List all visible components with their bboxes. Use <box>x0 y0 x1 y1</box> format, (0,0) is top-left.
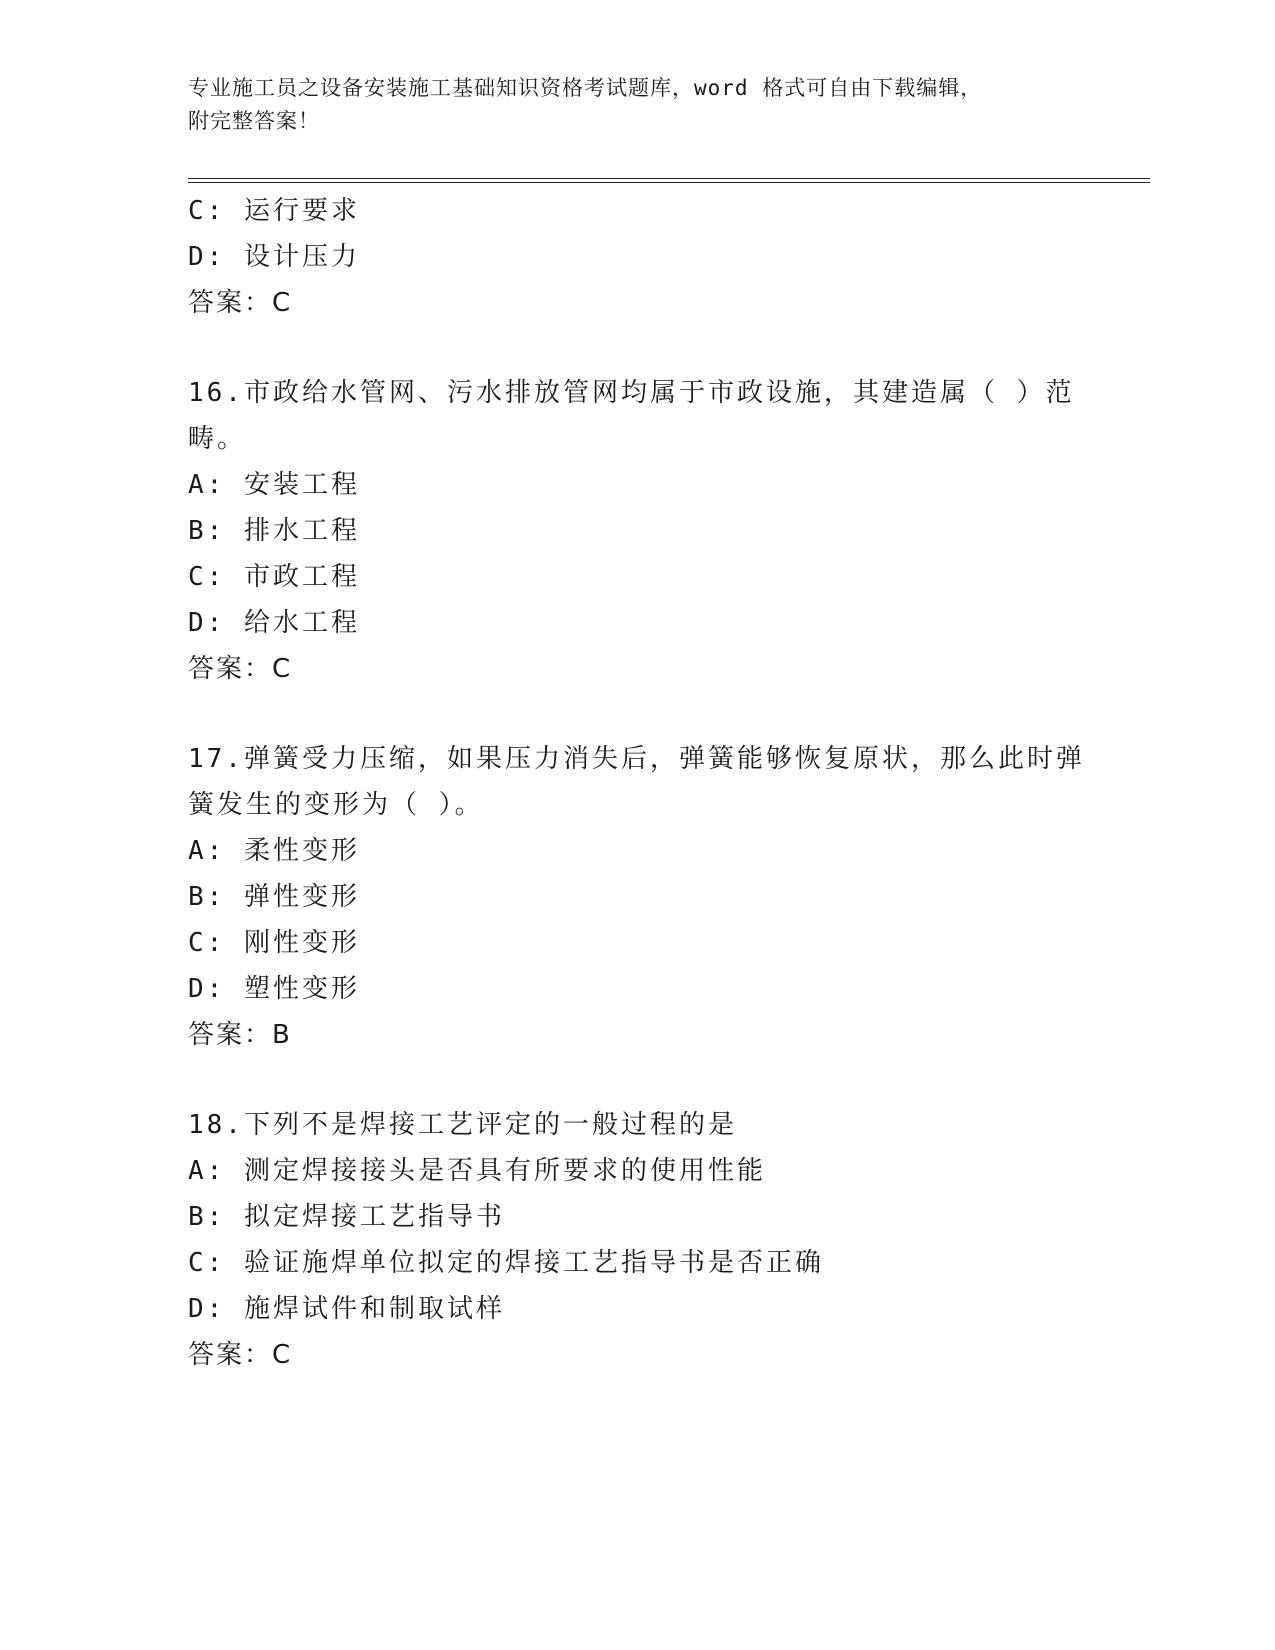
option-c: C: 市政工程 <box>188 562 360 592</box>
question-block-15 <box>188 188 1088 326</box>
question-text-line-1: 16.市政给水管网、污水排放管网均属于市政设施，其建造属（ ）范 <box>188 378 1075 408</box>
spacer <box>188 326 1088 370</box>
option-a: A: 柔性变形 <box>188 836 360 866</box>
answer-line: 答案：C <box>188 654 293 684</box>
answer-line: 答案：C <box>188 1340 293 1370</box>
spacer <box>188 692 1088 736</box>
option-d: D: 塑性变形 <box>188 974 360 1004</box>
header-line-1: 专业施工员之设备安装施工基础知识资格考试题库，word 格式可自由下载编辑， <box>188 76 983 100</box>
header-line-2: 附完整答案！ <box>188 109 320 133</box>
header-divider <box>188 178 1150 183</box>
question-block-18 <box>188 1102 1088 1378</box>
answer-line: 答案：C <box>188 288 293 318</box>
option-b: B: 弹性变形 <box>188 882 360 912</box>
option-c: C: 刚性变形 <box>188 928 360 958</box>
option-c: C: 运行要求 <box>188 196 360 226</box>
option-d: D: 设计压力 <box>188 242 360 272</box>
page-header <box>188 72 1088 138</box>
question-block-16 <box>188 370 1088 692</box>
option-c: C: 验证施焊单位拟定的焊接工艺指导书是否正确 <box>188 1248 824 1278</box>
option-b: B: 排水工程 <box>188 516 360 546</box>
option-b: B: 拟定焊接工艺指导书 <box>188 1202 505 1232</box>
option-d: D: 给水工程 <box>188 608 360 638</box>
question-content <box>188 188 1088 1378</box>
option-d: D: 施焊试件和制取试样 <box>188 1294 505 1324</box>
question-text-line-1: 18.下列不是焊接工艺评定的一般过程的是 <box>188 1110 737 1140</box>
question-text-line-2: 簧发生的变形为（ ）。 <box>188 790 484 820</box>
spacer <box>188 1058 1088 1102</box>
question-text-line-2: 畴。 <box>188 424 247 454</box>
option-a: A: 安装工程 <box>188 470 360 500</box>
option-a: A: 测定焊接接头是否具有所要求的使用性能 <box>188 1156 766 1186</box>
answer-line: 答案：B <box>188 1020 292 1050</box>
question-text-line-1: 17.弹簧受力压缩，如果压力消失后，弹簧能够恢复原状，那么此时弹 <box>188 744 1085 774</box>
question-block-17 <box>188 736 1088 1058</box>
